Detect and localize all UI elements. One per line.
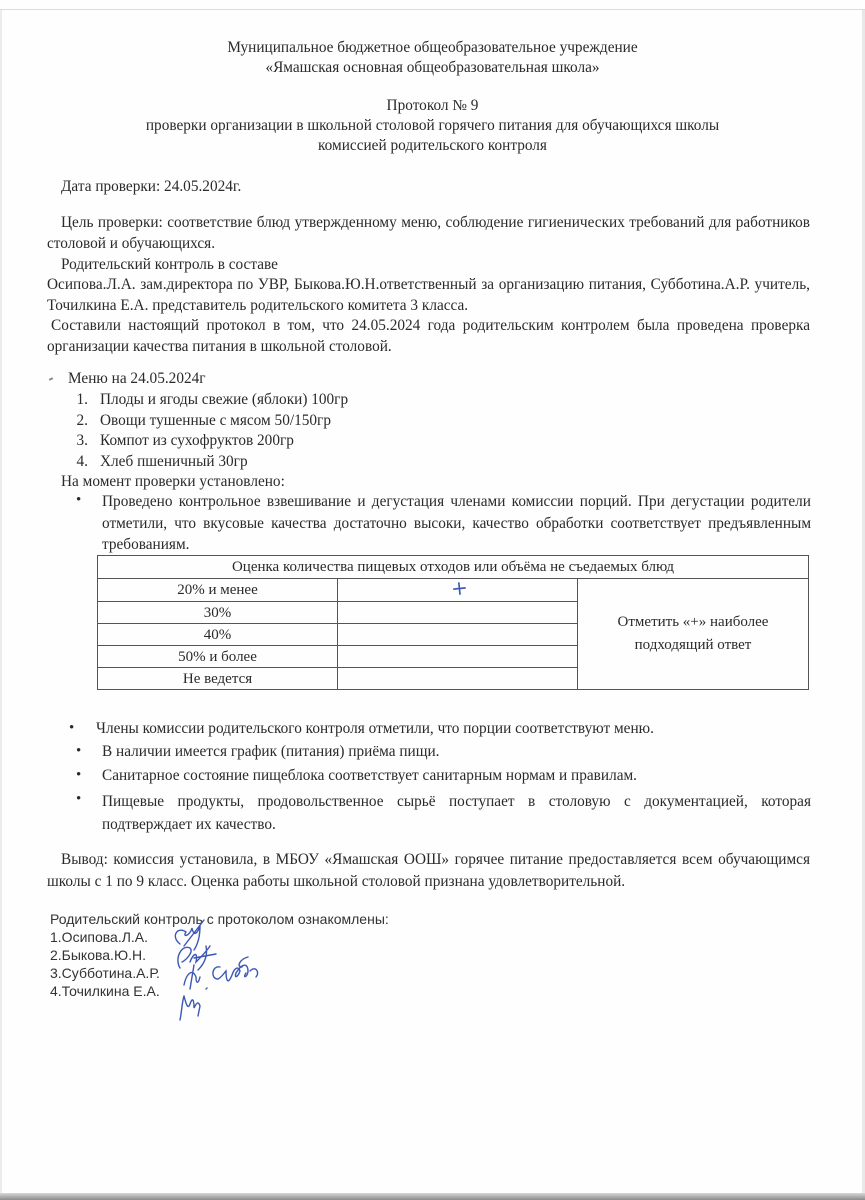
option-mark-cell[interactable] [338, 602, 578, 624]
protocol-subtitle-2: комиссией родительского контроля [318, 137, 547, 154]
organization-name: Муниципальное бюджетное общеобразовательное учреждение [227, 39, 638, 56]
composition-label: Родительский контроль в составе [61, 256, 278, 273]
finding-item: Члены комиссии родительского контроля отметили, что порции соответствуют меню. [96, 720, 654, 737]
bullet-icon: • [76, 743, 82, 759]
instruction-text: Отметить «+» наиболее подходящий ответ [617, 614, 769, 653]
signature-tochilkina [174, 990, 214, 1024]
menu-title: Меню на 24.05.2024г [68, 370, 206, 387]
option-label: 30% [98, 602, 338, 624]
menu-item: 4. Хлеб пшеничный 30гр [76, 452, 248, 470]
option-label: 40% [98, 624, 338, 646]
protocol-heading [0, 96, 865, 156]
handwritten-plus-mark: + [449, 574, 470, 601]
inspection-date: Дата проверки: 24.05.2024г. [61, 178, 242, 195]
finding-item: Пищевые продукты, продовольственное сырьё поступает в столовую с документацией, которая подтверждает их качество. [102, 793, 811, 833]
conclusion: Вывод: комиссия установила, в МБОУ «Ямашская ООШ» горячее питание предоставляется всем обучающимся школы с 1 по 9 класс. Оценка работы школьной столовой признана удовлетворительной. [47, 851, 810, 890]
menu-item: 3. Компот из сухофруктов 200гр [76, 432, 294, 449]
signer-name: 2.Быкова.Ю.Н. [50, 947, 146, 963]
findings-label: На момент проверки установлено: [61, 473, 285, 490]
school-name: «Ямашская основная общеобразовательная школа» [265, 59, 600, 76]
scan-edge-bottom [0, 1193, 865, 1200]
table-title: Оценка количества пищевых отходов или объёма не съедаемых блюд [98, 556, 809, 579]
scan-speck [49, 377, 53, 381]
option-mark-cell[interactable] [338, 624, 578, 646]
inspection-purpose: Цель проверки: соответствие блюд утвержденному меню, соблюдение гигиенических требований для работников столовой и обучающихся. [47, 214, 810, 252]
signer-name: 3.Субботина.А.Р. [50, 965, 160, 981]
instruction-cell [578, 579, 809, 690]
option-mark-cell[interactable] [338, 574, 578, 602]
signer-name: 1.Осипова.Л.А. [50, 929, 149, 945]
finding-item: Проведено контрольное взвешивание и дегустация членами комиссии порций. При дегустации родители отметили, что вкусовые качества достаточно высоки, качество обработки соответствует предъявленным требованиям. [102, 493, 811, 553]
menu-item: 2. Овощи тушенные с мясом 50/150гр [76, 411, 331, 429]
bullet-icon: • [76, 767, 82, 783]
bullet-icon: • [76, 492, 82, 508]
option-label: 20% и менее [98, 579, 338, 602]
signer-name: 4.Точилкина Е.А. [50, 983, 160, 999]
table-row [98, 579, 809, 602]
option-mark-cell[interactable] [338, 668, 578, 690]
finding-item: Санитарное состояние пищеблока соответствует санитарным нормам и правилам. [102, 767, 638, 784]
signature-subbotina [176, 955, 276, 995]
menu-list [60, 390, 348, 472]
commission-composition: Осипова.Л.А. зам.директора по УВР, Быкова.Ю.Н.ответственный за организацию питания, Субботина.А.Р. учитель, Точилкина Е.А. представитель родительского комитета 3 класса. [47, 276, 810, 314]
protocol-subtitle-1: проверки организации в школьной столовой горячего питания для обучающихся школы [145, 117, 720, 134]
menu-item: 1. Плоды и ягоды свежие (яблоки) 100гр [76, 391, 349, 408]
waste-assessment-table [97, 555, 809, 690]
protocol-title: Протокол № 9 [386, 97, 479, 114]
document-header [0, 38, 865, 78]
scan-edge-left [0, 10, 2, 1193]
option-label: 50% и более [98, 646, 338, 668]
scan-edge-top [0, 9, 865, 10]
finding-item: В наличии имеется график (питания) приёма пищи. [102, 743, 440, 760]
option-mark-cell[interactable] [338, 646, 578, 668]
bullet-icon: • [76, 791, 82, 807]
option-label: Не ведется [98, 668, 338, 690]
bullet-icon: • [69, 720, 75, 736]
acknowledgement-label: Родительский контроль с протоколом ознакомлены: [50, 911, 389, 927]
protocol-statement: Составили настоящий протокол в том, что 24.05.2024 года родительским контролем была проведена проверка организации качества питания в школьной столовой. [47, 317, 810, 355]
